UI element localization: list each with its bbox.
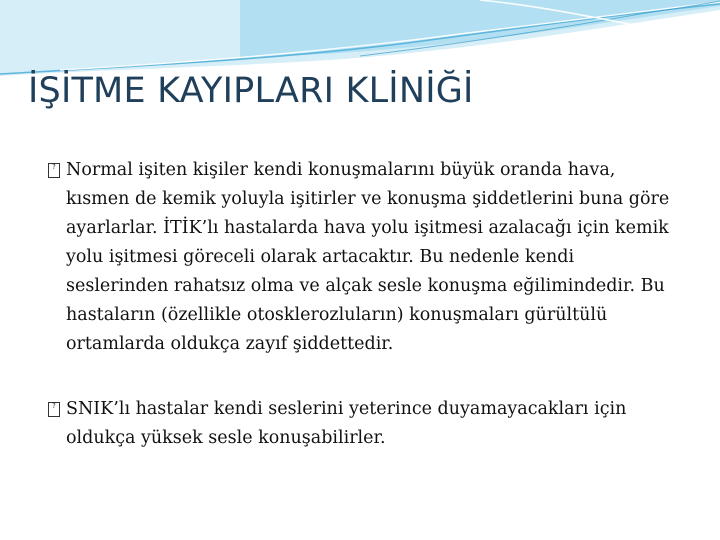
bullet-item xyxy=(48,156,678,359)
bullet-text: Normal işiten kişiler kendi konuşmalarını büyük oranda hava, kısmen de kemik yoluyla işitirler ve konuşma şiddetlerini buna göre ayarlarlar. İTİK’lı hastalarda hava yolu işitmesi azalacağı için kemik yolu işitmesi göreceli olarak artacaktır. Bu nedenle kendi seslerinden rahatsız olma ve alçak sesle konuşma eğilimindedir. Bu hastaların (özellikle otosklerozluların) konuşmaları gürültülü ortamlarda oldukça zayıf şiddettedir. xyxy=(66,160,670,354)
wave-fill-mid xyxy=(240,0,720,58)
bullet-item xyxy=(48,395,678,453)
bullet-text: SNIK’lı hastalar kendi seslerini yeterince duyamayacakları için oldukça yüksek sesle konuşabilirler. xyxy=(66,399,627,448)
slide-title: İŞİTME KAYIPLARI KLİNİĞİ xyxy=(28,71,474,111)
bullet-list xyxy=(48,156,678,453)
missing-glyph-box-icon: ? xyxy=(48,402,60,417)
missing-glyph-box-icon: ? xyxy=(48,163,60,178)
